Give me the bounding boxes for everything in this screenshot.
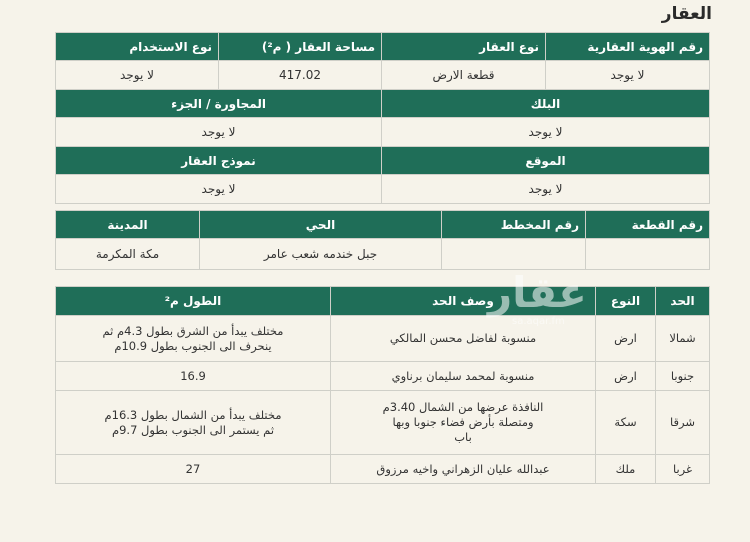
boundary-cell: شرقا	[656, 391, 710, 455]
location-table	[55, 210, 710, 270]
header-cell: المجاورة / الجزء	[56, 90, 382, 118]
header-cell: مساحة العقار ( م²)	[219, 33, 382, 61]
type-cell: ملك	[596, 455, 656, 484]
header-cell: الطول م²	[56, 287, 331, 316]
value-cell	[442, 239, 586, 270]
header-cell: الموقع	[382, 147, 710, 175]
value-cell: لا يوجد	[382, 175, 710, 204]
header-cell: رقم الهوية العقارية	[546, 33, 710, 61]
table-row	[56, 316, 710, 362]
length-cell	[56, 316, 331, 362]
value-cell: جبل خندمه شعب عامر	[200, 239, 442, 270]
watermark-text: عقار	[488, 268, 587, 317]
table-row	[56, 61, 710, 90]
header-cell: وصف الحد	[331, 287, 596, 316]
value-cell: 417.02	[219, 61, 382, 90]
header-cell: الحد	[656, 287, 710, 316]
table-row	[56, 211, 710, 239]
type-cell: ارض	[596, 362, 656, 391]
description-line: باب	[454, 430, 472, 444]
value-cell: لا يوجد	[56, 61, 219, 90]
table-row	[56, 147, 710, 175]
type-cell: ارض	[596, 316, 656, 362]
description-cell: منسوبة لمحمد سليمان برناوي	[331, 362, 596, 391]
header-cell: نوع العقار	[382, 33, 546, 61]
table-row	[56, 455, 710, 484]
length-cell: 16.9	[56, 362, 331, 391]
length-line: مختلف يبدأ من الشرق بطول 4.3م ثم	[102, 323, 284, 338]
property-table	[55, 32, 710, 204]
watermark-url: sa.aqar.fm	[512, 316, 565, 327]
header-cell: النوع	[596, 287, 656, 316]
description-line: ومتصلة بأرض فضاء جنوبا وبها	[392, 415, 534, 429]
header-cell: نموذج العقار	[56, 147, 382, 175]
table-row	[56, 175, 710, 204]
description-cell: منسوبة لفاضل محسن المالكي	[331, 316, 596, 362]
boundaries-table	[55, 286, 710, 484]
table-row	[56, 90, 710, 118]
header-cell: الحي	[200, 211, 442, 239]
table-row	[56, 391, 710, 455]
table-row	[56, 239, 710, 270]
length-cell: 27	[56, 455, 331, 484]
description-cell	[331, 391, 596, 455]
value-cell: لا يوجد	[56, 175, 382, 204]
table-row	[56, 287, 710, 316]
table-row	[56, 118, 710, 147]
boundary-cell: غربا	[656, 455, 710, 484]
table-row	[56, 362, 710, 391]
header-cell: المدينة	[56, 211, 200, 239]
description-cell: عبدالله عليان الزهراني واخيه مرزوق	[331, 455, 596, 484]
value-cell: لا يوجد	[56, 118, 382, 147]
length-line: مختلف يبدأ من الشمال بطول 16.3م	[104, 407, 282, 422]
value-cell: قطعة الارض	[382, 61, 546, 90]
table-row	[56, 33, 710, 61]
boundary-cell: شمالا	[656, 316, 710, 362]
length-line: ثم يستمر الى الجنوب بطول 9.7م	[111, 422, 275, 437]
value-cell: لا يوجد	[382, 118, 710, 147]
header-cell: رقم المخطط	[442, 211, 586, 239]
length-cell	[56, 391, 331, 455]
value-cell: مكة المكرمة	[56, 239, 200, 270]
description-line: النافذة عرضها من الشمال 3.40م	[382, 400, 544, 414]
value-cell: لا يوجد	[546, 61, 710, 90]
header-cell: رقم القطعة	[586, 211, 710, 239]
type-cell: سكة	[596, 391, 656, 455]
section-title: العقار	[661, 4, 712, 24]
value-cell	[586, 239, 710, 270]
boundary-cell: جنوبا	[656, 362, 710, 391]
length-line: ينحرف الى الجنوب بطول 10.9م	[114, 338, 272, 353]
header-cell: نوع الاستخدام	[56, 33, 219, 61]
header-cell: البلك	[382, 90, 710, 118]
